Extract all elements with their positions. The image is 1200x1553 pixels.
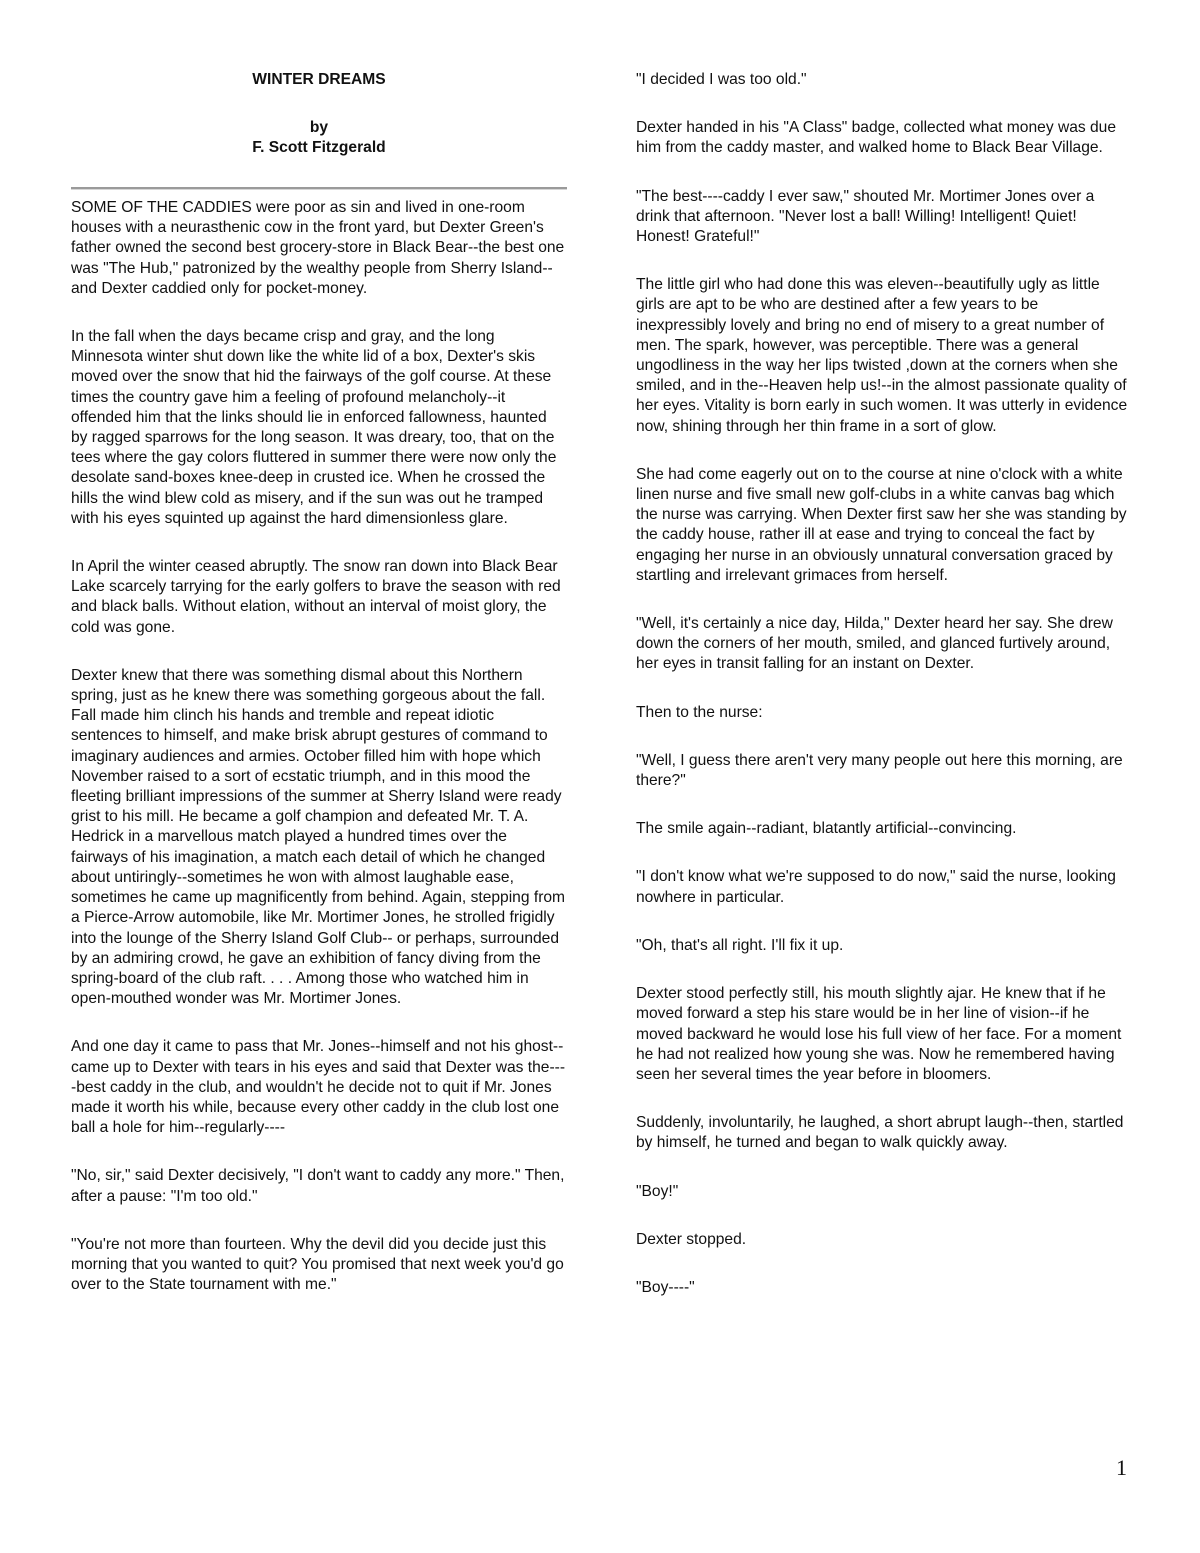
- paragraph: "Well, I guess there aren't very many people out here this morning, are there?": [636, 751, 1123, 790]
- paragraph: Dexter stood perfectly still, his mouth slightly ajar. He knew that if he moved forward a step his stare would be in her line of vision--if he moved backward he would lose his full view of her face. For a moment he had not realized how young she was. Now he remembered having seen her several times the year before in bloomers.: [636, 985, 1122, 1083]
- title-divider: [71, 187, 567, 190]
- paragraph: Suddenly, involuntarily, he laughed, a short abrupt laugh--then, startled by himself, he turned and began to walk quickly away.: [636, 1114, 1124, 1152]
- left-column: [71, 70, 567, 1323]
- document-title: WINTER DREAMS: [252, 71, 386, 88]
- right-column: [636, 70, 1132, 1326]
- paragraph: "Boy----": [636, 1278, 695, 1296]
- paragraph: SOME OF THE CADDIES were poor as sin and lived in one-room houses with a neurasthenic cow in the front yard, but Dexter Green's father owned the second best grocery-store in Black Bear--the best one was "The Hub," patronized by the wealthy people from Sherry Island--and Dexter caddied only for pocket-money.: [71, 199, 565, 297]
- paragraph: Dexter handed in his "A Class" badge, collected what money was due him from the caddy master, and walked home to Black Bear Village.: [636, 119, 1117, 157]
- paragraph: "You're not more than fourteen. Why the devil did you decide just this morning that you wanted to quit? You promised that next week you'd go over to the State tournament with me.": [71, 1235, 564, 1294]
- page-number: 1: [1116, 1455, 1127, 1480]
- paragraph: "Oh, that's all right. I'll fix it up.: [636, 936, 844, 954]
- paragraph: The smile again--radiant, blatantly artificial--convincing.: [636, 820, 1017, 838]
- paragraph: Dexter knew that there was something dismal about this Northern spring, just as he knew there was something gorgeous about the fall. Fall made him clinch his hands and tremble and repeat idiotic sentences to himself, and make brisk abrupt gestures of command to imaginary audiences and armies. October filled him with hope which November raised to a sort of ecstatic triumph, and in this mood the fleeting brilliant impressions of the summer at Sherry Island were ready grist to his mill. He became a golf champion and defeated Mr. T. A. Hedrick in a marvellous match played a hundred times over the fairways of his imagination, a match each detail of which he changed about untiringly--sometimes he won with almost laughable ease, sometimes he came up magnificently from behind. Again, stepping from a Pierce-Arrow automobile, like Mr. Mortimer Jones, he strolled frigidly into the lounge of the Sherry Island Golf Club-- or perhaps, surrounded by an admiring crowd, he gave an exhibition of fancy diving from the spring-board of the club raft. . . . Among those who watched him in open-mouthed wonder was Mr. Mortimer Jones.: [71, 666, 566, 1008]
- paragraph: In the fall when the days became crisp and gray, and the long Minnesota winter shut down like the white lid of a box, Dexter's skis moved over the snow that hid the fairways of the golf course. At these times the country gave him a feeling of profound melancholy--it offended him that the links should lie in enforced fallowness, haunted by ragged sparrows for the long season. It was dreary, too, that on the tees where the gay colors fluttered in summer there were now only the desolate sand-boxes knee-deep in crusted ice. When he crossed the hills the wind blew cold as misery, and if the sun was out he tramped with his eyes squinted up against the hard dimensionless glare.: [71, 328, 557, 527]
- paragraph: The little girl who had done this was eleven--beautifully ugly as little girls are apt to be who are destined after a few years to be inexpressibly lovely and bring no end of misery to a great number of men. The spark, however, was perceptible. There was a general ungodliness in the way her lips twisted ,down at the corners when she smiled, and in the--Heaven help us!--in the almost passionate quality of her eyes. Vitality is born early in such women. It was utterly in evidence now, shining through her thin frame in a sort of glow.: [636, 276, 1128, 435]
- paragraph: "The best----caddy I ever saw," shouted Mr. Mortimer Jones over a drink that afternoon. "Never lost a ball! Willing! Intelligent! Quiet! Honest! Grateful!": [636, 187, 1095, 246]
- paragraph: "Well, it's certainly a nice day, Hilda," Dexter heard her say. She drew down the corners of her mouth, smiled, and glanced furtively around, her eyes in transit falling for an instant on Dexter.: [636, 615, 1113, 673]
- paragraph: Then to the nurse:: [636, 703, 763, 721]
- author-name: F. Scott Fitzgerald: [252, 139, 386, 156]
- byline: by: [309, 119, 329, 136]
- paragraph: And one day it came to pass that Mr. Jones--himself and not his ghost-- came up to Dexter with tears in his eyes and said that Dexter was the----best caddy in the club, and wouldn't he decide not to quit if Mr. Jones made it worth his while, because every other caddy in the club lost one ball a hole for him--regularly----: [71, 1038, 566, 1137]
- paragraph: She had come eagerly out on to the course at nine o'clock with a white linen nurse and five small new golf-clubs in a white canvas bag which the nurse was carrying. When Dexter first saw her she was standing by the caddy house, rather ill at ease and trying to conceal the fact by engaging her nurse in an obviously unnatural conversation graced by startling and irrelevant grimaces from herself.: [636, 465, 1127, 584]
- title-block: [71, 70, 567, 158]
- paragraph: "I don't know what we're supposed to do now," said the nurse, looking nowhere in particular.: [636, 868, 1116, 906]
- paragraph: "Boy!": [636, 1182, 679, 1200]
- paragraph: "I decided I was too old.": [636, 71, 807, 88]
- paragraph: In April the winter ceased abruptly. The snow ran down into Black Bear Lake scarcely tarrying for the early golfers to brave the season with red and black balls. Without elation, without an interval of moist glory, the cold was gone.: [71, 558, 561, 636]
- paragraph: Dexter stopped.: [636, 1230, 747, 1248]
- paragraph: "No, sir," said Dexter decisively, "I don't want to caddy any more." Then, after a pause: "I'm too old.": [71, 1167, 565, 1205]
